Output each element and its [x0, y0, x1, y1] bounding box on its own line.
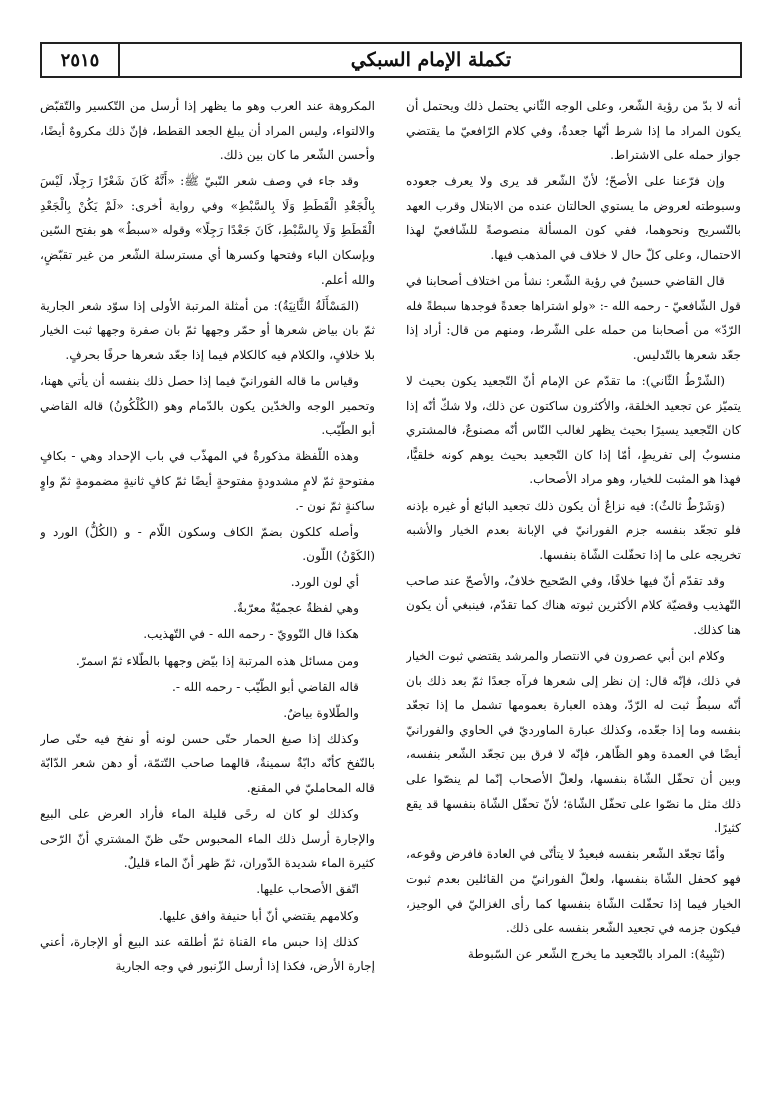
paragraph: وأصله كلكون بضمّ الكاف وسكون اللّام - و (الكُلُّ) الورد و (الكَوْنُ) اللّون. — [40, 524, 375, 564]
page-number: ٢٥١٥ — [60, 49, 100, 71]
right-column — [406, 94, 741, 1079]
paragraph: وكذلك إذا صبغ الحمار حتّى حسن لونه أو نفخ فيه حتّى صار بالنّفخ كأنّه دابّةٌ سمينةٌ، قالهما صاحب التّتمّة، أو دهن شعر الدّابّة قاله المحامليّ في المقنع. — [40, 731, 375, 796]
left-column — [40, 94, 375, 1079]
paragraph: أنه لا بدّ من رؤية الشّعر، وعلى الوجه الثّاني يحتمل ذلك ويحتمل أن يكون المراد ما إذا شرط أنّها جعدةٌ، وفي كلام الرّافعيّ ما يقتضي جواز حمله على الاشتراط. — [406, 99, 741, 163]
paragraph: وأمّا تجعّد الشّعر بنفسه فبعيدٌ لا يتأتّى في العادة فافرض وقوعه، فهو كحفل الشّاة بنفسها، ولعلّ الفورانيّ من القائلين بعدم ثبوت الخيار فيما إذا تحفّلت الشّاة بنفسها كما رأى الغزاليّ في الوجيز، فيكون جزمه في تجعيد الشّعر بنفسه على ذلك. — [406, 847, 741, 936]
paragraph: قاله القاضي أبو الطّيّب - رحمه الله -. — [172, 679, 359, 694]
paragraph: قال القاضي حسينٌ في رؤية الشّعر: نشأ من اختلاف أصحابنا في قول الشّافعيّ - رحمه الله -: «ولو اشتراها جعدةً فوجدها سبطةً فله الرّدّ» من أصحابنا من حمله على الشّرط، ومنهم من قال: أراد إذا جعّد شعرها بالتّدليس. — [406, 274, 741, 362]
paragraph: وهي لفظةٌ عجميّةٌ معرّبةٌ. — [233, 601, 359, 616]
paragraph: وقد جاء في وصف شعر النّبيّ ﷺ: «أَنَّهُ كَانَ شَعْرًا رَجِلًا، لَيْسَ بِالْجَعْدِ الْقَطَطِ وَلَا بِالسَّبْطِ» وفي رواية أخرى: «لَمْ يَكُنْ بِالْجَعْدِ الْقَطَطِ وَلَا بِالسَّبْطِ، كَانَ جَعْدًا رَجِلًا» وقوله «سبطٌ» هو بفتح السّين وبإسكان الباء وفتحها وكسرها أي مسترسلة الشّعر من غير تقبّضٍ، والله أعلم. — [40, 174, 375, 287]
paragraph: والطّلاوة بياضٌ. — [283, 705, 359, 720]
paragraph: ومن مسائل هذه المرتبة إذا بيّض وجهها بالطّلاء ثمّ اسمرّ. — [75, 653, 359, 668]
paragraph: (المَسْأَلَةُ الثَّانِيَةُ): من أمثلة المرتبة الأولى إذا سوّد شعر الجارية ثمّ بان بياض شعرها أو حمّر وجهها ثمّ بان صفرة وجهها ثبت الخيار بلا خلافٍ، والكلام فيه كالكلام فيما إذا جعّد شعرها حرفًا بحرفٍ. — [40, 298, 375, 362]
paragraph: وكذلك لو كان له رحًى قليلة الماء فأراد العرض على البيع والإجارة أرسل ذلك الماء المحبوس حتّى ظنّ المشتري أنّ الرّحى كثيرة الماء شديدة الدّوران، ثمّ ظهر أنّ الماء قليلٌ. — [40, 807, 375, 871]
paragraph: وكلامهم يقتضي أنّ أبا حنيفة وافق عليها. — [158, 908, 359, 923]
paragraph: المكروهة عند العرب وهو ما يظهر إذا أرسل من التّكسير والتّقبّض والالتواء، وليس المراد أن يبلغ الجعد القطط، فإنّ ذلك مكروهٌ أيضًا، وأحسن الشّعر ما كان بين ذلك. — [40, 99, 375, 163]
paragraph: (وَشَرْطٌ ثالثٌ): فيه نزاعٌ أن يكون ذلك تجعيد البائع أو غيره بإذنه فلو تجعّد بنفسه جزم الفورانيّ في الإبانة بعدم الخيار والأشبه تخريجه على ما إذا تحفّلت الشّاة بنفسها. — [406, 498, 741, 562]
paragraph: (الشّرْطُ الثّاني): ما تقدّم عن الإمام أنّ التّجعيد يكون بحيث لا يتميّز عن تجعيد الخلقة، والأكثرون ساكتون عن ذلك، ولا شكّ أنّه إذا كان التّجعيد يسيرًا بحيث يظهر لغالب النّاس أنّه مصنوعٌ، فالمشتري منسوبٌ إلى تفريطٍ، أمّا إذا كان التّجعيد بحيث يوهم كونه خلقيًّا، فهذا هو المثبت للخيار، وهو مراد الأصحاب. — [406, 374, 741, 487]
paragraph: (تَنْبِيهٌ): المراد بالتّجعيد ما يخرج الشّعر عن السّبوطة — [467, 947, 725, 962]
paragraph: كذلك إذا حبس ماء القناة ثمّ أطلقه عند البيع أو الإجارة، أعني إجارة الأرض، فكذا إذا أرسل الزّنبور في وجه الجارية — [40, 934, 375, 974]
paragraph: هكذا قال النّوويّ - رحمه الله - في التّهذيب. — [143, 627, 359, 642]
paragraph: وقد تقدّم أنّ فيها خلافًا، وفي الصّحيح خلافٌ، والأصحّ عند صاحب التّهذيب وقضيّة كلام الأكثرين ثبوته هناك كما تقدّم، فينبغي أن يكون هنا كذلك. — [406, 573, 741, 637]
paragraph: وقياس ما قاله الفورانيّ فيما إذا حصل ذلك بنفسه أن يأتي ههنا، وتحمير الوجه والخدّين يكون بالدّمام وهو (الكُلْكُونُ) قاله القاضي أبو الطّيّب. — [40, 374, 375, 438]
paragraph: وهذه اللّفظة مذكورةٌ في المهذّب في باب الإحداد وهي - بكافٍ مفتوحةٍ ثمّ لامٍ مشدودةٍ مفتوحةٍ أيضًا ثمّ كافٍ ثانيةٍ مضمومةٍ ثمّ واوٍ ساكنةٍ ثمّ نون -. — [40, 449, 375, 513]
header-divider — [118, 44, 120, 76]
paragraph: اتّفق الأصحاب عليها. — [256, 882, 359, 897]
paragraph: وكلام ابن أبي عصرون في الانتصار والمرشد يقتضي ثبوت الخيار في ذلك، فإنّه قال: إن نظر إلى شعرها فرآه جعدًا ثمّ بعد ذلك بان أنّه سبطٌ ثبت له الرّدّ، وهذه العبارة بعمومها تشمل ما إذا تجعّد بنفسه وما إذا جعّده، وكذلك عبارة الماورديّ في الحاوي والفورانيّ أيضًا في العمدة وهو الظّاهر، فإنّه لا فرق بين تجعّد الشّعر بنفسه، وبين أن تحفّل الشّاة بنفسها، ولعلّ الأصحاب إنّما لم ينصّوا على ذلك مثل ما نصّوا على تحفّل الشّاة؛ لأنّ تحفّل الشّاة بنفسها قد يقع كثيرًا. — [406, 649, 741, 836]
paragraph: أي لون الورد. — [290, 575, 359, 590]
paragraph: وإن فرّعنا على الأصحّ؛ لأنّ الشّعر قد يرى ولا يعرف جعوده وسبوطته لعروض ما يستوي الحالتان عنده من الابتلال وقرب العهد بالتّسريح ونحوهما، ففي كون المسألة منصوصةً للشّافعيّ لهذا الاحتمال، وعلى كلّ حال لا خلاف في المذهب فيها. — [406, 174, 741, 263]
running-header — [40, 42, 742, 78]
book-title: تكملة الإمام السبكي — [350, 49, 512, 71]
